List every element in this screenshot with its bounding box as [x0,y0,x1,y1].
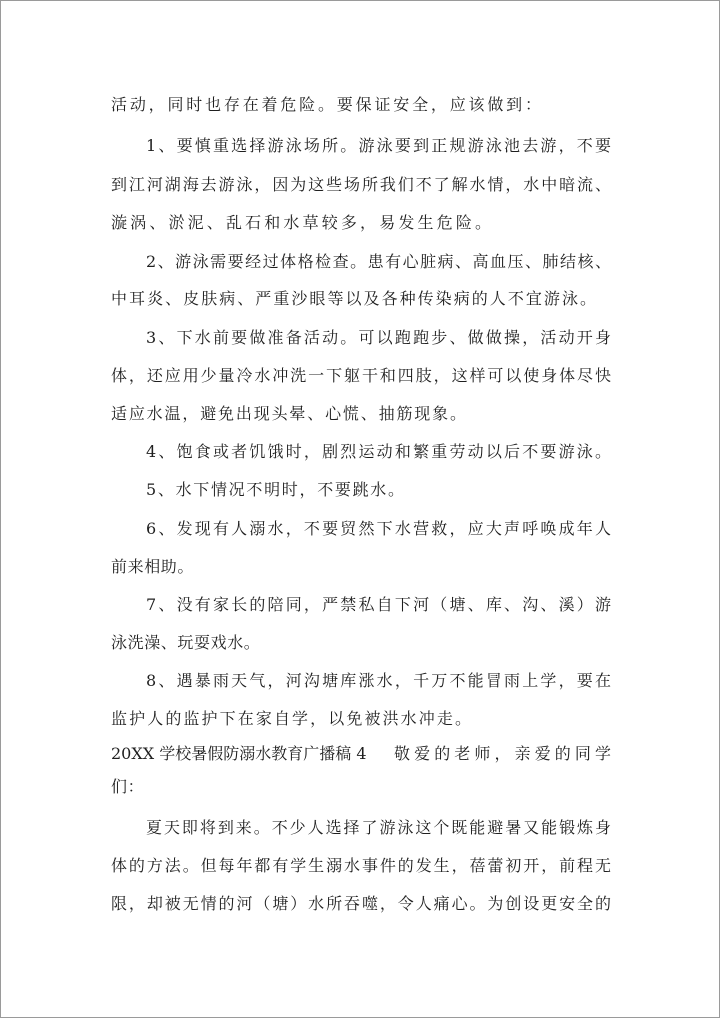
paragraph-line: 到江河湖海去游泳，因为这些场所我们不了解水情，水中暗流、 [111,175,611,194]
paragraph-line: 4、饱食或者饥饿时，剧烈运动和繁重劳动以后不要游泳。 [146,442,611,461]
paragraph-line: 7、没有家长的陪同，严禁私自下河（塘、库、沟、溪）游 [146,595,611,614]
paragraph-line: 中耳炎、皮肤病、严重沙眼等以及各种传染病的人不宜游泳。 [111,289,596,308]
paragraph-line: 活动，同时也存在着危险。要保证安全，应该做到： [111,95,541,114]
heading-greeting-cont: 们： [111,777,145,796]
paragraph-line: 6、发现有人溺水，不要贸然下水营救，应大声呼唤成年人 [146,519,611,538]
paragraph-line: 监护人的监护下在家自学，以免被洪水冲走。 [111,709,471,728]
paragraph-line: 3、下水前要做准备活动。可以跑跑步、做做操，活动开身 [146,328,611,347]
paragraph-line: 8、遇暴雨天气，河沟塘库涨水，千万不能冒雨上学，要在 [146,671,611,690]
paragraph-line: 5、水下情况不明时，不要跳水。 [146,480,404,499]
paragraph-line: 泳洗澡、玩耍戏水。 [111,633,261,652]
paragraph-line: 1、要慎重选择游泳场所。游泳要到正规游泳池去游，不要 [146,136,611,155]
heading-title: 20XX 学校暑假防溺水教育广播稿 4 [111,744,367,763]
paragraph-line: 前来相助。 [111,557,195,576]
paragraph-line: 2、游泳需要经过体格检查。患有心脏病、高血压、肺结核、 [146,252,611,271]
paragraph-line: 适应水温，避免出现头晕、心慌、抽筋现象。 [111,404,466,423]
paragraph-line: 体的方法。但每年都有学生溺水事件的发生，蓓蕾初开，前程无 [111,856,611,875]
heading-greeting: 敬爱的老师，亲爱的同学 [394,744,611,763]
paragraph-line: 体，还应用少量冷水冲洗一下躯干和四肢，这样可以使身体尽快 [111,366,611,385]
paragraph-line: 漩涡、淤泥、乱石和水草较多，易发生危险。 [111,213,491,232]
paragraph-line: 限，却被无情的河（塘）水所吞噬，令人痛心。为创设更安全的 [111,894,611,913]
paragraph-line: 夏天即将到来。不少人选择了游泳这个既能避暑又能锻炼身 [146,818,611,837]
